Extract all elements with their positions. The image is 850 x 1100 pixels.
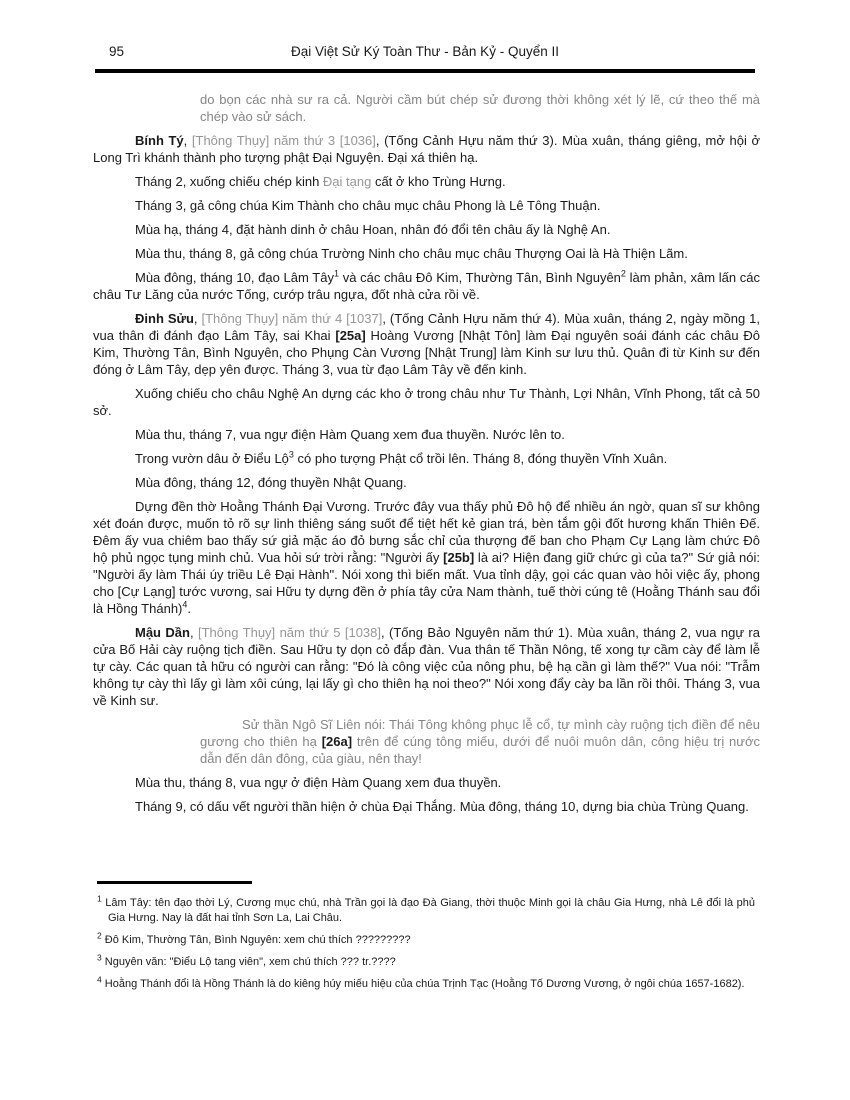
footnote: $^1$ Lâm Tây: tên đạo thời Lý, Cương mục chú, nhà Trần gọi là đạo Đà Giang, thời thuộc Minh gọi là châu Gia Hưng, nhà Lê đổi là phủ Gia Hưng. Nay là đất hai tỉnh Sơn La, Lai Châu. bbox=[97, 893, 755, 924]
header-divider bbox=[95, 69, 755, 73]
footnote-ref: 3 bbox=[288, 449, 294, 460]
muted-text: Đại tạng bbox=[322, 174, 372, 189]
footnote: $^2$ Đô Kim, Thường Tân, Bình Nguyên: xem chú thích ????????? bbox=[97, 930, 411, 946]
footnote-ref: 2 bbox=[620, 268, 626, 279]
body-paragraph: Mùa thu, tháng 7, vua ngự điện Hàm Quang xem đua thuyền. Nước lên to. bbox=[135, 427, 565, 442]
bold-text: Mậu Dần bbox=[135, 625, 190, 640]
body-paragraph: Mùa đông, tháng 10, đạo Lâm Tây$^1$ và các châu Đô Kim, Thường Tân, Bình Nguyên$^2$ làm phản, xâm lấn các châu Tư Lăng của nước Tống, cướp trâu ngựa, đốt nhà cửa rồi về. bbox=[93, 268, 760, 302]
body-paragraph: Bính Tý, [Thông Thụy] năm thứ 3 [1036], (Tống Cảnh Hựu năm thứ 3). Mùa xuân, tháng giêng, mở hội ở Long Trì khánh thành pho tượng phật Đại Nguyện. Đại xá thiên hạ. bbox=[93, 133, 760, 165]
body-paragraph: Mậu Dần, [Thông Thụy] năm thứ 5 [1038], (Tống Bảo Nguyên năm thứ 1). Mùa xuân, tháng 2, vua ngự ra cửa Bố Hải cày ruộng tịch điền. Sau Hữu ty dọn cỏ đắp đàn. Vua thân tế Thần Nông, tế xong tự cầm cày để làm lễ tự cày. Các quan tả hữu có người can rằng: "Đó là công việc của nông phu, bệ hạ cần gì làm thế?" Vua nói: "Trẫm không tự cày thì lấy gì làm xôi cúng, lại lấy gì cho thiên hạ noi theo?" Nói xong đẩy cày ba lần rồi thôi. Tháng 3, vua về Kinh sư. bbox=[93, 625, 760, 708]
footnote: $^3$ Nguyên văn: "Điểu Lộ tang viên", xem chú thích ??? tr.???? bbox=[97, 952, 396, 968]
muted-text: [Thông Thụy] năm thứ 3 [1036] bbox=[191, 133, 376, 148]
footnote-ref: 4 bbox=[182, 599, 188, 610]
body-paragraph: Mùa thu, tháng 8, gả công chúa Trường Ninh cho châu mục châu Thượng Oai là Hà Thiện Lãm. bbox=[135, 246, 688, 261]
commentary-paragraph: Sử thần Ngô Sĩ Liên nói: Thái Tông không phục lễ cổ, tự mình cày ruộng tịch điền để nêu gương cho thiên hạ [26a] trên để cúng tông miếu, dưới để nuôi muôn dân, công hiệu trị nước dẫn đến dân đông, của giàu, nên thay! bbox=[200, 717, 760, 766]
footnote-marker: 2 bbox=[97, 930, 102, 941]
footnotes-section bbox=[97, 881, 755, 999]
bold-text: Đinh Sửu bbox=[135, 311, 194, 326]
bold-text: [25a] bbox=[335, 328, 366, 343]
footnote-list bbox=[97, 893, 755, 992]
footnote: $^4$ Hoằng Thánh đổi là Hồng Thánh là do kiêng húy miếu hiệu của chúa Trịnh Tạc (Hoằng Tố Dương Vương, ở ngôi chúa 1657-1682). bbox=[97, 974, 745, 990]
muted-text: [Thông Thụy] năm thứ 4 [1037] bbox=[201, 311, 383, 326]
bold-text: [26a] bbox=[321, 734, 353, 749]
body-paragraph: Trong vườn dâu ở Điểu Lộ$^3$ có pho tượng Phật cổ trồi lên. Tháng 8, đóng thuyền Vĩnh Xuân. bbox=[135, 449, 668, 466]
footnote-marker: 3 bbox=[97, 952, 102, 963]
footnote-divider bbox=[97, 881, 252, 884]
body-paragraph: Mùa hạ, tháng 4, đặt hành dinh ở châu Hoan, nhân đó đổi tên châu ấy là Nghệ An. bbox=[135, 222, 611, 237]
page-title: Đại Việt Sử Ký Toàn Thư - Bản Kỷ - Quyển II bbox=[291, 44, 559, 59]
body-paragraph: Xuống chiếu cho châu Nghệ An dựng các kho ở trong châu như Tư Thành, Lợi Nhân, Vĩnh Phong, tất cả 50 sở. bbox=[93, 386, 760, 418]
page-number: 95 bbox=[109, 44, 125, 59]
body-paragraph: Đinh Sửu, [Thông Thụy] năm thứ 4 [1037], (Tống Cảnh Hựu năm thứ 4). Mùa xuân, tháng 2, ngày mồng 1, vua thân đi đánh đạo Lâm Tây, sai Khai [25a] Hoàng Vương [Nhật Tôn] làm Đại nguyên soái đánh các châu Đô Kim, Thường Tân, Bình Nguyên, cho Phụng Càn Vương [Nhật Trung] làm Kinh sư lưu thủ. Quân đi từ Kinh sư đến đóng ở Lâm Tây, dẹp yên được. Tháng 3, vua từ đạo Lâm Tây về đến kinh. bbox=[93, 311, 760, 377]
commentary-paragraph: do bọn các nhà sư ra cả. Người cầm bút chép sử đương thời không xét lý lẽ, cứ theo thế mà chép vào sử sách. bbox=[200, 92, 760, 124]
bold-text: [25b] bbox=[443, 550, 475, 565]
body-paragraph: Mùa đông, tháng 12, đóng thuyền Nhật Quang. bbox=[135, 475, 407, 490]
body-paragraph: Dựng đền thờ Hoằng Thánh Đại Vương. Trước đây vua thấy phủ Đô hộ để nhiều án ngờ, quan sĩ sư không xét đoán được, muốn tỏ rõ sự linh thiêng sáng suốt để tiệt hết kẻ gian trá, bèn tắm gội đốt hương khấn Thiên Đế. Đêm ấy vua chiêm bao thấy sứ giả mặc áo đỏ bưng sắc chỉ của thượng đế ban cho Phạm Cự Lạng làm chức Đô hộ phủ ngọc tụng minh chủ. Vua hỏi sứ trời rằng: "Người ấy [25b] là ai? Hiện đang giữ chức gì của ta?" Sứ giả nói: "Người ấy làm Thái úy triều Lê Đại Hành". Nói xong thì biến mất. Vua tỉnh dậy, gọi các quan vào hỏi việc ấy, phong cho [Cự Lạng] tước vương, sai Hữu ty dựng đền ở phía tây cửa Nam thành, tuế thời cúng tê (Hoằng Thánh sau đổi là Hồng Thánh)$^4$. bbox=[93, 499, 761, 616]
body-paragraph: Tháng 3, gả công chúa Kim Thành cho châu mục châu Phong là Lê Tông Thuận. bbox=[135, 198, 601, 213]
page-header bbox=[95, 44, 755, 62]
body-paragraph: Tháng 2, xuống chiếu chép kinh Đại tạng cất ở kho Trùng Hưng. bbox=[135, 174, 506, 189]
bold-text: Bính Tý bbox=[135, 133, 184, 148]
body-paragraph: Mùa thu, tháng 8, vua ngự ở điện Hàm Quang xem đua thuyền. bbox=[135, 775, 502, 790]
body-paragraph: Tháng 9, có dấu vết người thần hiện ở chùa Đại Thắng. Mùa đông, tháng 10, dựng bia chùa Trùng Quang. bbox=[135, 799, 749, 814]
footnote-marker: 4 bbox=[97, 974, 102, 985]
footnote-marker: 1 bbox=[97, 893, 102, 904]
muted-text: [Thông Thụy] năm thứ 5 [1038] bbox=[198, 625, 382, 640]
footnote-ref: 1 bbox=[333, 268, 339, 279]
page-body bbox=[93, 91, 760, 822]
